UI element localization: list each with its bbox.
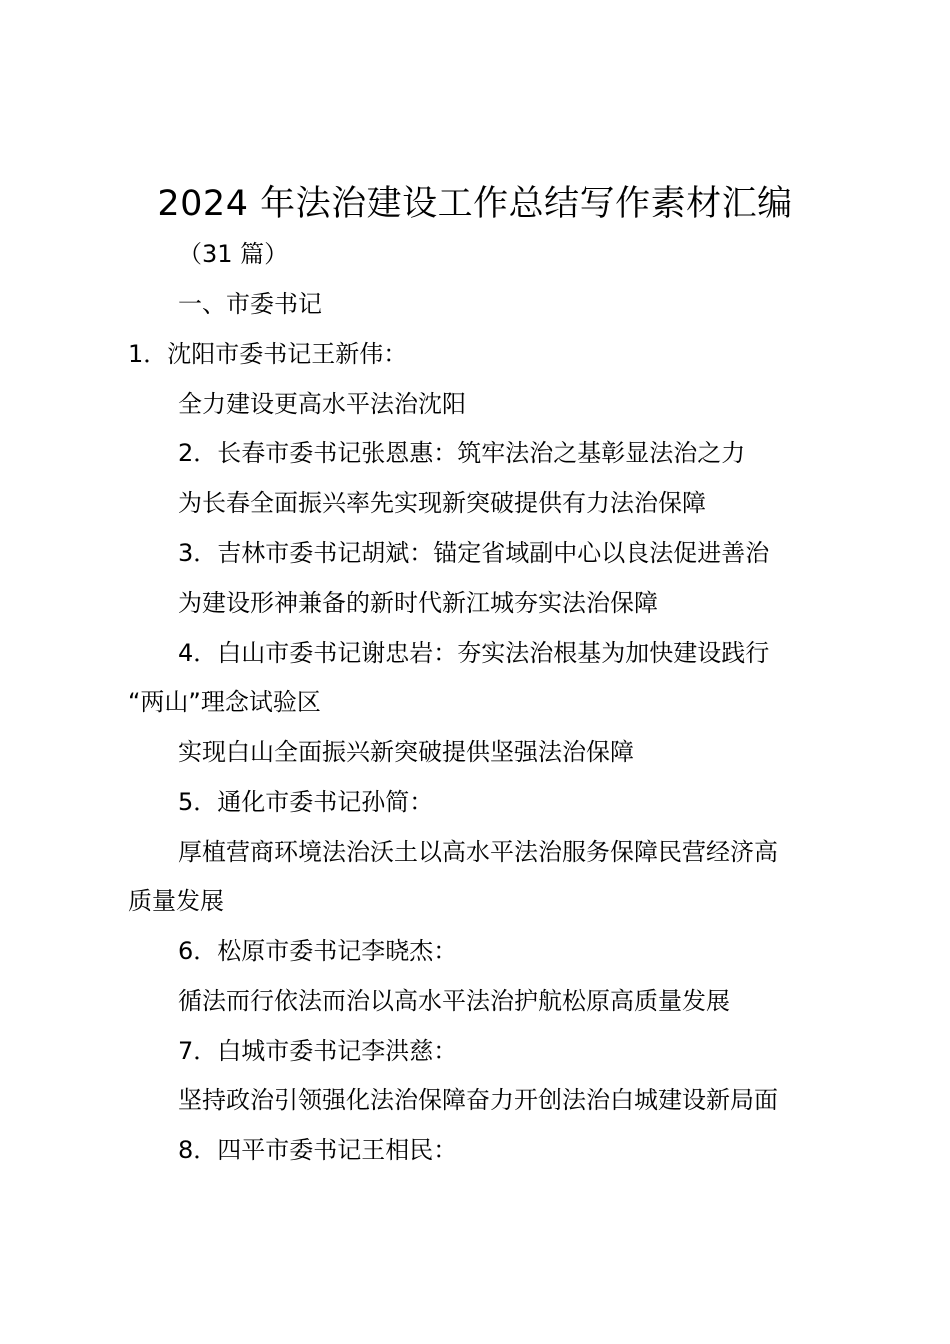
entry-subtitle: 坚持政治引领强化法治保障奋力开创法治白城建设新局面: [178, 1086, 778, 1114]
document-count: （31 篇）: [178, 240, 289, 268]
entry-subtitle-continued: 质量发展: [128, 887, 224, 915]
section-heading: 一、市委书记: [178, 290, 322, 318]
entry-heading: 8．四平市委书记王相民：: [178, 1136, 458, 1164]
entry-heading: 7．白城市委书记李洪慈：: [178, 1037, 458, 1065]
entry-subtitle: 循法而行依法而治以高水平法治护航松原高质量发展: [178, 987, 730, 1015]
entry-subtitle: 为建设形神兼备的新时代新江城夯实法治保障: [178, 589, 658, 617]
entry-subtitle: 厚植营商环境法治沃土以高水平法治服务保障民营经济高: [178, 838, 778, 866]
entry-heading: 5．通化市委书记孙简：: [178, 788, 434, 816]
document-title: 2024 年法治建设工作总结写作素材汇编: [157, 184, 793, 224]
entry-subtitle: 全力建设更高水平法治沈阳: [178, 390, 466, 418]
entry-heading: 3．吉林市委书记胡斌：锚定省域副中心以良法促进善治: [178, 539, 770, 567]
entry-subtitle: 为长春全面振兴率先实现新突破提供有力法治保障: [178, 489, 706, 517]
entry-heading: 4．白山市委书记谢忠岩：夯实法治根基为加快建设践行: [178, 639, 770, 667]
entry-heading-continued: “两山”理念试验区: [128, 688, 321, 716]
entry-heading: 6．松原市委书记李晓杰：: [178, 937, 458, 965]
entry-heading: 1．沈阳市委书记王新伟：: [128, 340, 408, 368]
entry-heading: 2．长春市委书记张恩惠：筑牢法治之基彰显法治之力: [178, 439, 746, 467]
entry-subtitle: 实现白山全面振兴新突破提供坚强法治保障: [178, 738, 634, 766]
